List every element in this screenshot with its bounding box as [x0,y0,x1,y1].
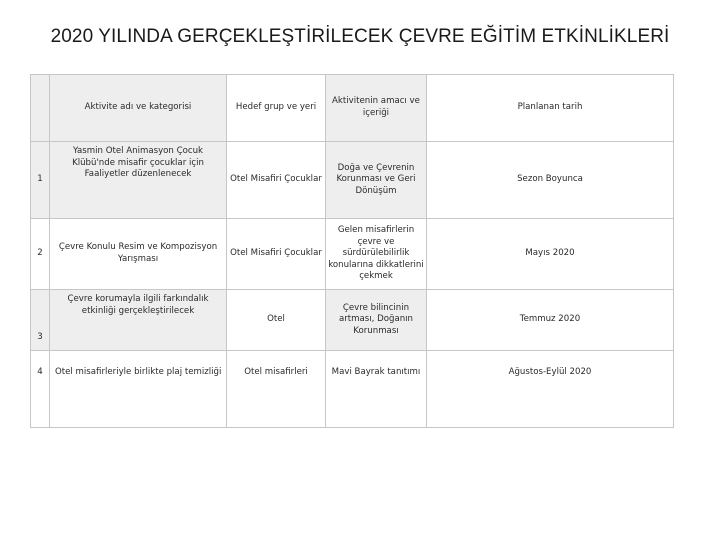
purpose-cell: Doğa ve Çevrenin Korunması ve Geri Dönüşüm [326,142,427,219]
date-cell: Sezon Boyunca [427,142,674,219]
date-cell: Ağustos-Eylül 2020 [427,351,674,428]
target-cell: Otel Misafiri Çocuklar [227,142,326,219]
target-cell: Otel Misafiri Çocuklar [227,219,326,290]
table-row [31,351,674,428]
header-date: Planlanan tarih [427,75,674,142]
target-cell: Otel [227,290,326,351]
row-number: 4 [31,351,50,428]
table-header-row [31,75,674,142]
date-cell: Mayıs 2020 [427,219,674,290]
header-activity: Aktivite adı ve kategorisi [50,75,227,142]
table-row [31,219,674,290]
activity-cell: Çevre Konulu Resim ve Kompozisyon Yarışması [50,219,227,290]
row-number: 2 [31,219,50,290]
purpose-cell: Çevre bilincinin artması, Doğanın Korunması [326,290,427,351]
purpose-cell: Mavi Bayrak tanıtımı [326,351,427,428]
target-cell: Otel misafirleri [227,351,326,428]
purpose-cell: Gelen misafirlerin çevre ve sürdürülebilirlik konularına dikkatlerini çekmek [326,219,427,290]
date-cell: Temmuz 2020 [427,290,674,351]
row-number: 3 [31,290,50,351]
events-table [30,74,674,428]
header-target: Hedef grup ve yeri [227,75,326,142]
table-row [31,142,674,219]
activity-cell: Otel misafirleriyle birlikte plaj temizliği [50,351,227,428]
header-no [31,75,50,142]
page-title: 2020 YILINDA GERÇEKLEŞTİRİLECEK ÇEVRE EĞİTİM ETKİNLİKLERİ [50,26,670,47]
row-number: 1 [31,142,50,219]
activity-cell: Çevre korumayla ilgili farkındalık etkinliği gerçekleştirilecek [50,290,227,351]
activity-cell: Yasmin Otel Animasyon Çocuk Klübü'nde misafir çocuklar için Faaliyetler düzenlenecek [50,142,227,219]
table-row [31,290,674,351]
header-purpose: Aktivitenin amacı ve içeriği [326,75,427,142]
